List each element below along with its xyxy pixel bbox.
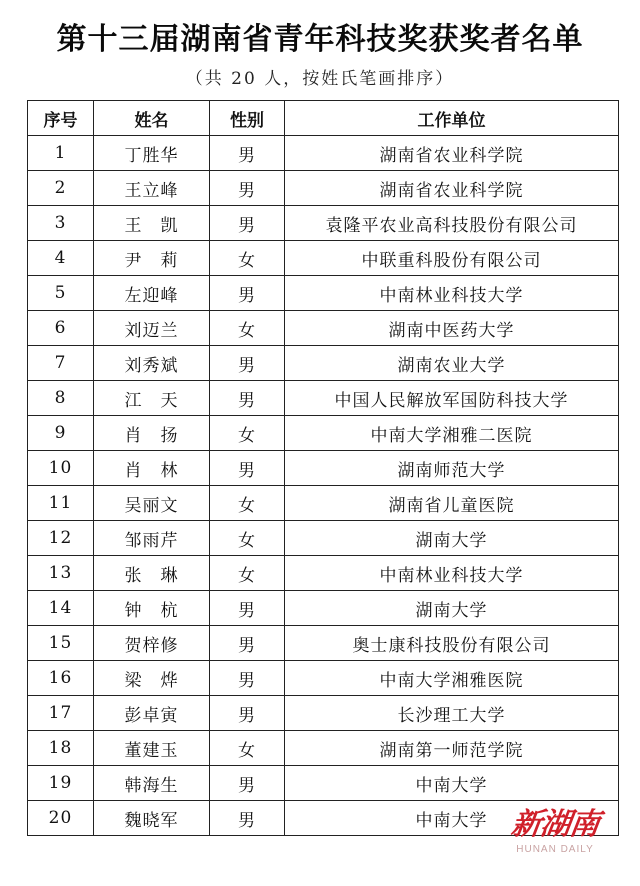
cell-organization: 湖南省农业科学院 (285, 171, 619, 206)
cell-gender: 男 (210, 206, 285, 241)
cell-gender: 男 (210, 346, 285, 381)
cell-name: 贺梓修 (94, 626, 210, 661)
document-title: 第十三届湖南省青年科技奖获奖者名单 (56, 22, 584, 57)
header-number: 序号 (28, 101, 94, 136)
cell-name: 尹 莉 (94, 241, 210, 276)
table-row (28, 311, 619, 346)
cell-number: 1 (28, 136, 94, 171)
cell-name: 肖 扬 (94, 416, 210, 451)
cell-number: 6 (28, 311, 94, 346)
cell-organization: 中南大学湘雅医院 (285, 661, 619, 696)
table-row (28, 416, 619, 451)
table-row (28, 241, 619, 276)
cell-number: 11 (28, 486, 94, 521)
cell-gender: 男 (210, 801, 285, 836)
cell-name: 刘秀斌 (94, 346, 210, 381)
hunan-daily-logo (505, 808, 605, 855)
cell-organization: 中联重科股份有限公司 (285, 241, 619, 276)
cell-name: 王立峰 (94, 171, 210, 206)
cell-gender: 男 (210, 381, 285, 416)
cell-organization: 湖南第一师范学院 (285, 731, 619, 766)
cell-gender: 男 (210, 626, 285, 661)
cell-gender: 女 (210, 486, 285, 521)
document-subtitle: （共 20 人，按姓氏笔画排序） (185, 69, 455, 89)
cell-number: 14 (28, 591, 94, 626)
cell-organization: 中南大学湘雅二医院 (285, 416, 619, 451)
table-row (28, 451, 619, 486)
cell-number: 16 (28, 661, 94, 696)
table-row (28, 661, 619, 696)
table-row (28, 591, 619, 626)
cell-organization: 湖南大学 (285, 591, 619, 626)
cell-gender: 男 (210, 276, 285, 311)
table-row (28, 696, 619, 731)
table-row (28, 206, 619, 241)
table-row (28, 556, 619, 591)
cell-number: 10 (28, 451, 94, 486)
cell-name: 韩海生 (94, 766, 210, 801)
cell-number: 7 (28, 346, 94, 381)
cell-organization: 湖南省儿童医院 (285, 486, 619, 521)
cell-number: 17 (28, 696, 94, 731)
cell-organization: 湖南师范大学 (285, 451, 619, 486)
cell-organization: 中国人民解放军国防科技大学 (285, 381, 619, 416)
cell-number: 5 (28, 276, 94, 311)
cell-gender: 女 (210, 241, 285, 276)
cell-number: 15 (28, 626, 94, 661)
cell-gender: 女 (210, 556, 285, 591)
cell-organization: 长沙理工大学 (285, 696, 619, 731)
cell-name: 钟 杭 (94, 591, 210, 626)
cell-name: 张 琳 (94, 556, 210, 591)
cell-organization: 中南大学 (285, 766, 619, 801)
cell-organization: 湖南中医药大学 (285, 311, 619, 346)
cell-gender: 女 (210, 731, 285, 766)
cell-name: 魏晓军 (94, 801, 210, 836)
cell-organization: 湖南大学 (285, 521, 619, 556)
logo-subtext: HUNAN DAILY (516, 844, 594, 855)
cell-organization: 奥士康科技股份有限公司 (285, 626, 619, 661)
header-name: 姓名 (94, 101, 210, 136)
cell-number: 13 (28, 556, 94, 591)
cell-organization: 中南林业科技大学 (285, 556, 619, 591)
cell-organization: 湖南农业大学 (285, 346, 619, 381)
cell-gender: 女 (210, 416, 285, 451)
cell-organization: 中南大学 (285, 801, 619, 836)
cell-gender: 男 (210, 171, 285, 206)
cell-name: 江 天 (94, 381, 210, 416)
cell-number: 9 (28, 416, 94, 451)
cell-name: 肖 林 (94, 451, 210, 486)
logo-mark: 新湖南 (509, 807, 602, 842)
cell-gender: 男 (210, 451, 285, 486)
table-body (28, 136, 619, 836)
table-row (28, 521, 619, 556)
cell-name: 梁 烨 (94, 661, 210, 696)
cell-number: 18 (28, 731, 94, 766)
cell-name: 吴丽文 (94, 486, 210, 521)
header-gender: 性别 (210, 101, 285, 136)
cell-name: 刘迈兰 (94, 311, 210, 346)
cell-organization: 中南林业科技大学 (285, 276, 619, 311)
cell-organization: 袁隆平农业高科技股份有限公司 (285, 206, 619, 241)
cell-number: 8 (28, 381, 94, 416)
cell-name: 邹雨芹 (94, 521, 210, 556)
cell-number: 12 (28, 521, 94, 556)
table-row (28, 731, 619, 766)
cell-organization: 湖南省农业科学院 (285, 136, 619, 171)
table-row (28, 171, 619, 206)
cell-gender: 男 (210, 766, 285, 801)
cell-name: 彭卓寅 (94, 696, 210, 731)
table-row (28, 346, 619, 381)
cell-name: 王 凯 (94, 206, 210, 241)
cell-name: 董建玉 (94, 731, 210, 766)
cell-number: 20 (28, 801, 94, 836)
table-header-row (28, 101, 619, 136)
cell-name: 左迎峰 (94, 276, 210, 311)
cell-name: 丁胜华 (94, 136, 210, 171)
cell-gender: 男 (210, 661, 285, 696)
cell-gender: 男 (210, 696, 285, 731)
cell-number: 3 (28, 206, 94, 241)
awardee-table (27, 100, 619, 836)
cell-gender: 男 (210, 136, 285, 171)
cell-number: 2 (28, 171, 94, 206)
table-row (28, 136, 619, 171)
header-organization: 工作单位 (285, 101, 619, 136)
table-row (28, 766, 619, 801)
table-row (28, 381, 619, 416)
table-row (28, 276, 619, 311)
cell-gender: 女 (210, 311, 285, 346)
table-row (28, 626, 619, 661)
cell-gender: 男 (210, 591, 285, 626)
table-row (28, 486, 619, 521)
cell-number: 4 (28, 241, 94, 276)
cell-gender: 女 (210, 521, 285, 556)
cell-number: 19 (28, 766, 94, 801)
